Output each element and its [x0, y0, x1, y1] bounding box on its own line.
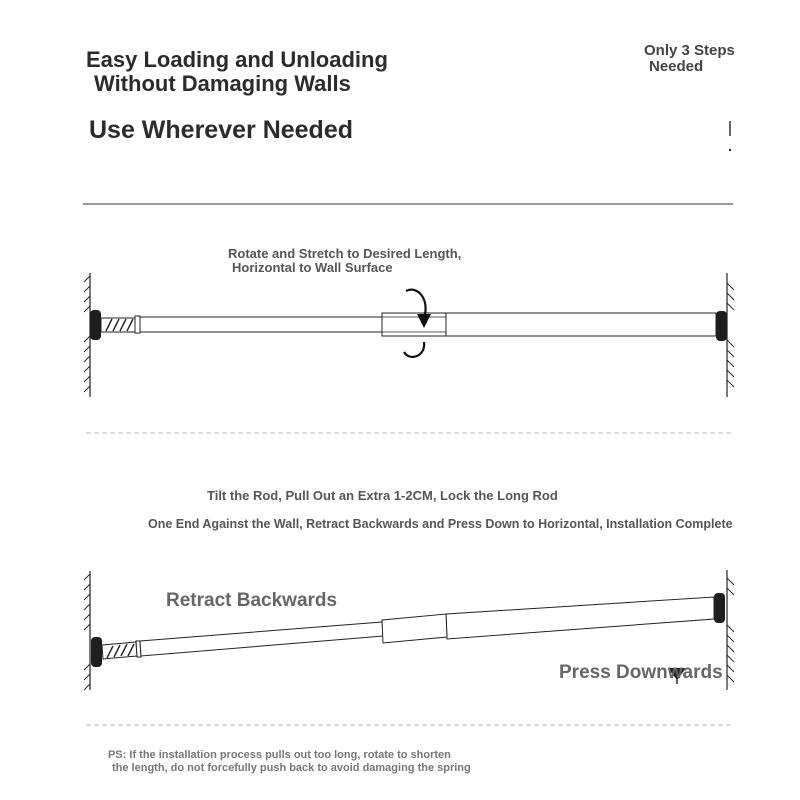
ps-line-2: the length, do not forcefully push back to avoid damaging the spring — [112, 762, 471, 774]
steps-line-2: Needed — [649, 58, 704, 75]
title-line-1: Easy Loading and Unloading — [86, 47, 388, 72]
thick-rod-tilted — [446, 597, 714, 639]
steps-line-1: Only 3 Steps — [644, 42, 735, 59]
right-end-cap — [716, 311, 727, 341]
ps-line-1: PS: If the installation process pulls out too long, rotate to shorten — [108, 749, 451, 761]
vertical-dots-icon — [729, 121, 731, 151]
thin-rod — [140, 317, 382, 332]
left-end-cap — [90, 310, 101, 340]
joint-sleeve-tilted — [382, 614, 447, 643]
joint-sleeve — [382, 313, 446, 336]
left-end-cap-tilted — [91, 637, 102, 667]
label-press-downwards: Press Downwards — [559, 662, 723, 683]
thin-rod-tilted — [140, 622, 383, 656]
title-line-2: Without Damaging Walls — [94, 71, 351, 96]
step1-diagram — [84, 273, 734, 397]
right-end-cap-tilted — [714, 593, 725, 623]
ps-note — [108, 749, 471, 775]
step2-caption-1: Tilt the Rod, Pull Out an Extra 1-2CM, Lock the Long Rod — [207, 488, 558, 503]
step1-caption-line-1: Rotate and Stretch to Desired Length, — [228, 246, 462, 261]
label-retract-backwards: Retract Backwards — [166, 590, 338, 611]
thick-rod — [446, 313, 716, 336]
step2-caption-2: One End Against the Wall, Retract Backwards and Press Down to Horizontal, Installation Complete — [148, 517, 733, 531]
step1-caption-line-2: Horizontal to Wall Surface — [232, 260, 393, 275]
subtitle: Use Wherever Needed — [89, 116, 354, 144]
